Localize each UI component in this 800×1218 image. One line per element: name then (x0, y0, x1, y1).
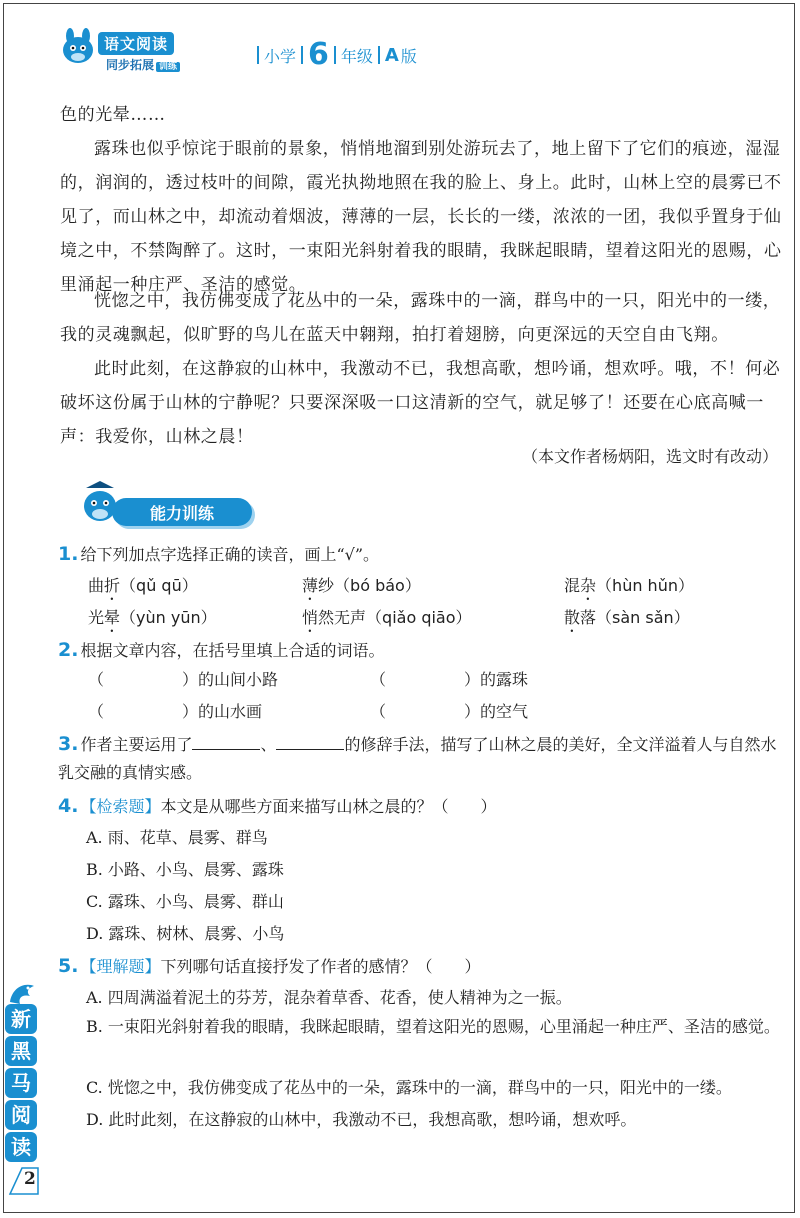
passage-paragraph-0: 色的光晕…… (60, 105, 166, 125)
pinyin-item (564, 604, 690, 636)
pinyin-choices[interactable]: bó báo (350, 576, 405, 595)
grade-prefix: 小学 (264, 46, 297, 66)
donkey-mascot-icon (58, 28, 98, 66)
grade-suffix: 年级 (340, 46, 373, 66)
grade-label (254, 37, 417, 72)
bracket-open: （ (88, 702, 105, 721)
pinyin-choices[interactable]: qǔ qū (136, 576, 182, 595)
question-5 (58, 952, 480, 981)
passage-paragraph-2: 恍惚之中，我仿佛变成了花丛中的一朵，露珠中的一滴，群鸟中的一只，阳光中的一缕，我的灵魂飘起，似旷野的鸟儿在蓝天中翱翔，拍打着翅膀，向更深远的天空自由飞翔。 (60, 291, 781, 345)
dotted-char: 散 (564, 608, 581, 627)
fill-phrase: ）的山间小路 (182, 670, 279, 689)
fill-item[interactable] (370, 698, 528, 726)
question-1 (58, 540, 379, 569)
fill-item[interactable] (88, 698, 262, 726)
question-text: 本文是从哪些方面来描写山林之晨的？（ ） (160, 797, 497, 816)
dotted-char: 杂 (580, 576, 597, 595)
question-number: 5. (58, 955, 79, 977)
logo-subtitle-text: 同步拓展 (106, 58, 155, 72)
answer-blank[interactable] (276, 731, 344, 750)
grade-separator (334, 46, 336, 64)
option-c[interactable]: C. 露珠、小鸟、晨雾、群山 (86, 892, 284, 911)
passage-source: （本文作者杨炳阳，选文时有改动） (521, 447, 778, 466)
option-d[interactable]: D. 此时此刻，在这静寂的山林中，我激动不已，我想高歌，想吟诵，想欢呼。 (86, 1110, 637, 1129)
fill-phrase: ）的露珠 (464, 670, 529, 689)
grade-separator (378, 46, 380, 64)
word-part: 纱（ (318, 576, 351, 595)
pinyin-choices[interactable]: qiǎo qiāo (382, 608, 456, 627)
edition-letter: A (384, 44, 399, 66)
pinyin-item (302, 572, 421, 604)
answer-blank[interactable] (192, 731, 260, 750)
grade-separator (301, 46, 303, 64)
question-text: 、 (260, 735, 277, 754)
series-logo-subtitle (106, 56, 180, 73)
option-d[interactable]: D. 露珠、树林、晨雾、小鸟 (86, 924, 285, 943)
question-number: 4. (58, 795, 79, 817)
question-number: 2. (58, 639, 79, 661)
dragon-icon (6, 980, 38, 1006)
pinyin-item (564, 572, 694, 604)
passage-paragraph-3: 此时此刻，在这静寂的山林中，我激动不已，我想高歌，想吟诵，想欢呼。哦，不！何必破坏这份属于山林的宁静呢？只要深深吸一口这清新的空气，就足够了！还要在心底高喊一声：我爱你，山林之晨！ (60, 359, 781, 447)
pinyin-choices[interactable]: hùn hǔn (612, 576, 678, 595)
page-number: 2 (24, 1169, 36, 1189)
question-text: 下列哪句话直接抒发了作者的感情？（ ） (160, 957, 481, 976)
question-text: 的修辞手法，描写了山林之晨的美好，全文洋溢着人与自然水乳交融的真情实感。 (58, 735, 777, 782)
pinyin-item (88, 572, 198, 604)
question-number: 1. (58, 543, 79, 565)
bracket-close: ） (200, 608, 217, 627)
word-part: 然无声（ (318, 608, 383, 627)
bracket-close: ） (181, 576, 198, 595)
side-char: 读 (5, 1132, 37, 1162)
grade-separator (257, 46, 259, 64)
bracket-open: （ (370, 670, 387, 689)
dotted-char: 薄 (302, 576, 319, 595)
option-b[interactable]: B. 一束阳光斜射着我的眼睛，我眯起眼睛，望着这阳光的恩赐，心里涌起一种庄严、圣洁的感觉。 (86, 1017, 780, 1036)
question-tag: 【理解题】 (80, 957, 161, 976)
question-number: 3. (58, 733, 79, 755)
edition-suffix: 版 (400, 46, 417, 66)
question-text: 给下列加点字选择正确的读音，画上“√”。 (80, 545, 380, 564)
dotted-char: 悄 (302, 608, 319, 627)
fill-phrase: ）的山水画 (182, 702, 263, 721)
option-c[interactable]: C. 恍惚之中，我仿佛变成了花丛中的一朵，露珠中的一滴，群鸟中的一只，阳光中的一缕。 (86, 1078, 732, 1097)
dotted-char: 折 (104, 576, 121, 595)
question-text: 作者主要运用了 (80, 735, 193, 754)
pinyin-item (88, 604, 217, 636)
question-4 (58, 792, 496, 821)
pinyin-choices[interactable]: yùn yūn (136, 608, 201, 627)
word-part: 混 (564, 576, 581, 595)
question-3 (58, 730, 790, 787)
pinyin-item (302, 604, 472, 636)
passage-paragraph-1: 露珠也似乎惊诧于眼前的景象，悄悄地溜到别处游玩去了，地上留下了它们的痕迹，湿湿的，润润的，透过枝叶的间隙，霞光执拗地照在我的脸上、身上。此时，山林上空的晨雾已不见了，而山林之中，却流动着烟波，薄薄的一层，长长的一缕，浓浓的一团，我似乎置身于仙境之中，不禁陶醉了。这时，一束阳光斜射着我的眼睛，我眯起眼睛，望着这阳光的恩赐，心里涌起一种庄严、圣洁的感觉。 (60, 139, 782, 295)
bracket-open: （ (370, 702, 387, 721)
option-b[interactable]: B. 小路、小鸟、晨雾、露珠 (86, 860, 284, 879)
word-part: （ (120, 576, 137, 595)
bracket-close: ） (677, 576, 694, 595)
option-a[interactable]: A. 四周满溢着泥土的芬芳，混杂着草香、花香，使人精神为之一振。 (86, 988, 572, 1007)
fill-phrase: ）的空气 (464, 702, 529, 721)
donkey-graduate-icon (78, 478, 122, 528)
dotted-char: 晕 (104, 608, 121, 627)
side-char: 新 (5, 1004, 37, 1034)
question-2 (58, 636, 384, 665)
word-part: （ (120, 608, 137, 627)
question-tag: 【检索题】 (80, 797, 161, 816)
word-part: 光 (88, 608, 105, 627)
side-char: 黑 (5, 1036, 37, 1066)
bracket-close: ） (455, 608, 472, 627)
page-number-badge (8, 1166, 48, 1194)
question-text: 根据文章内容，在括号里填上合适的词语。 (80, 641, 385, 660)
fill-item[interactable] (88, 666, 278, 694)
section-title-pill (112, 498, 252, 526)
word-part: （ (596, 576, 613, 595)
side-series-tab (0, 980, 44, 1180)
pinyin-choices[interactable]: sàn sǎn (612, 608, 674, 627)
word-part: 落（ (580, 608, 613, 627)
bracket-close: ） (673, 608, 690, 627)
word-part: 曲 (88, 576, 105, 595)
page-header (58, 28, 418, 76)
logo-tag: 训练 (156, 62, 180, 72)
option-a[interactable]: A. 雨、花草、晨雾、群鸟 (86, 828, 268, 847)
bracket-close: ） (404, 576, 421, 595)
series-logo-title: 语文阅读 (98, 32, 174, 55)
section-badge (78, 478, 258, 534)
bracket-open: （ (88, 670, 105, 689)
section-title: 能力训练 (149, 504, 214, 523)
fill-item[interactable] (370, 666, 528, 694)
grade-number: 6 (308, 37, 329, 72)
side-char: 阅 (5, 1100, 37, 1130)
side-char: 马 (5, 1068, 37, 1098)
